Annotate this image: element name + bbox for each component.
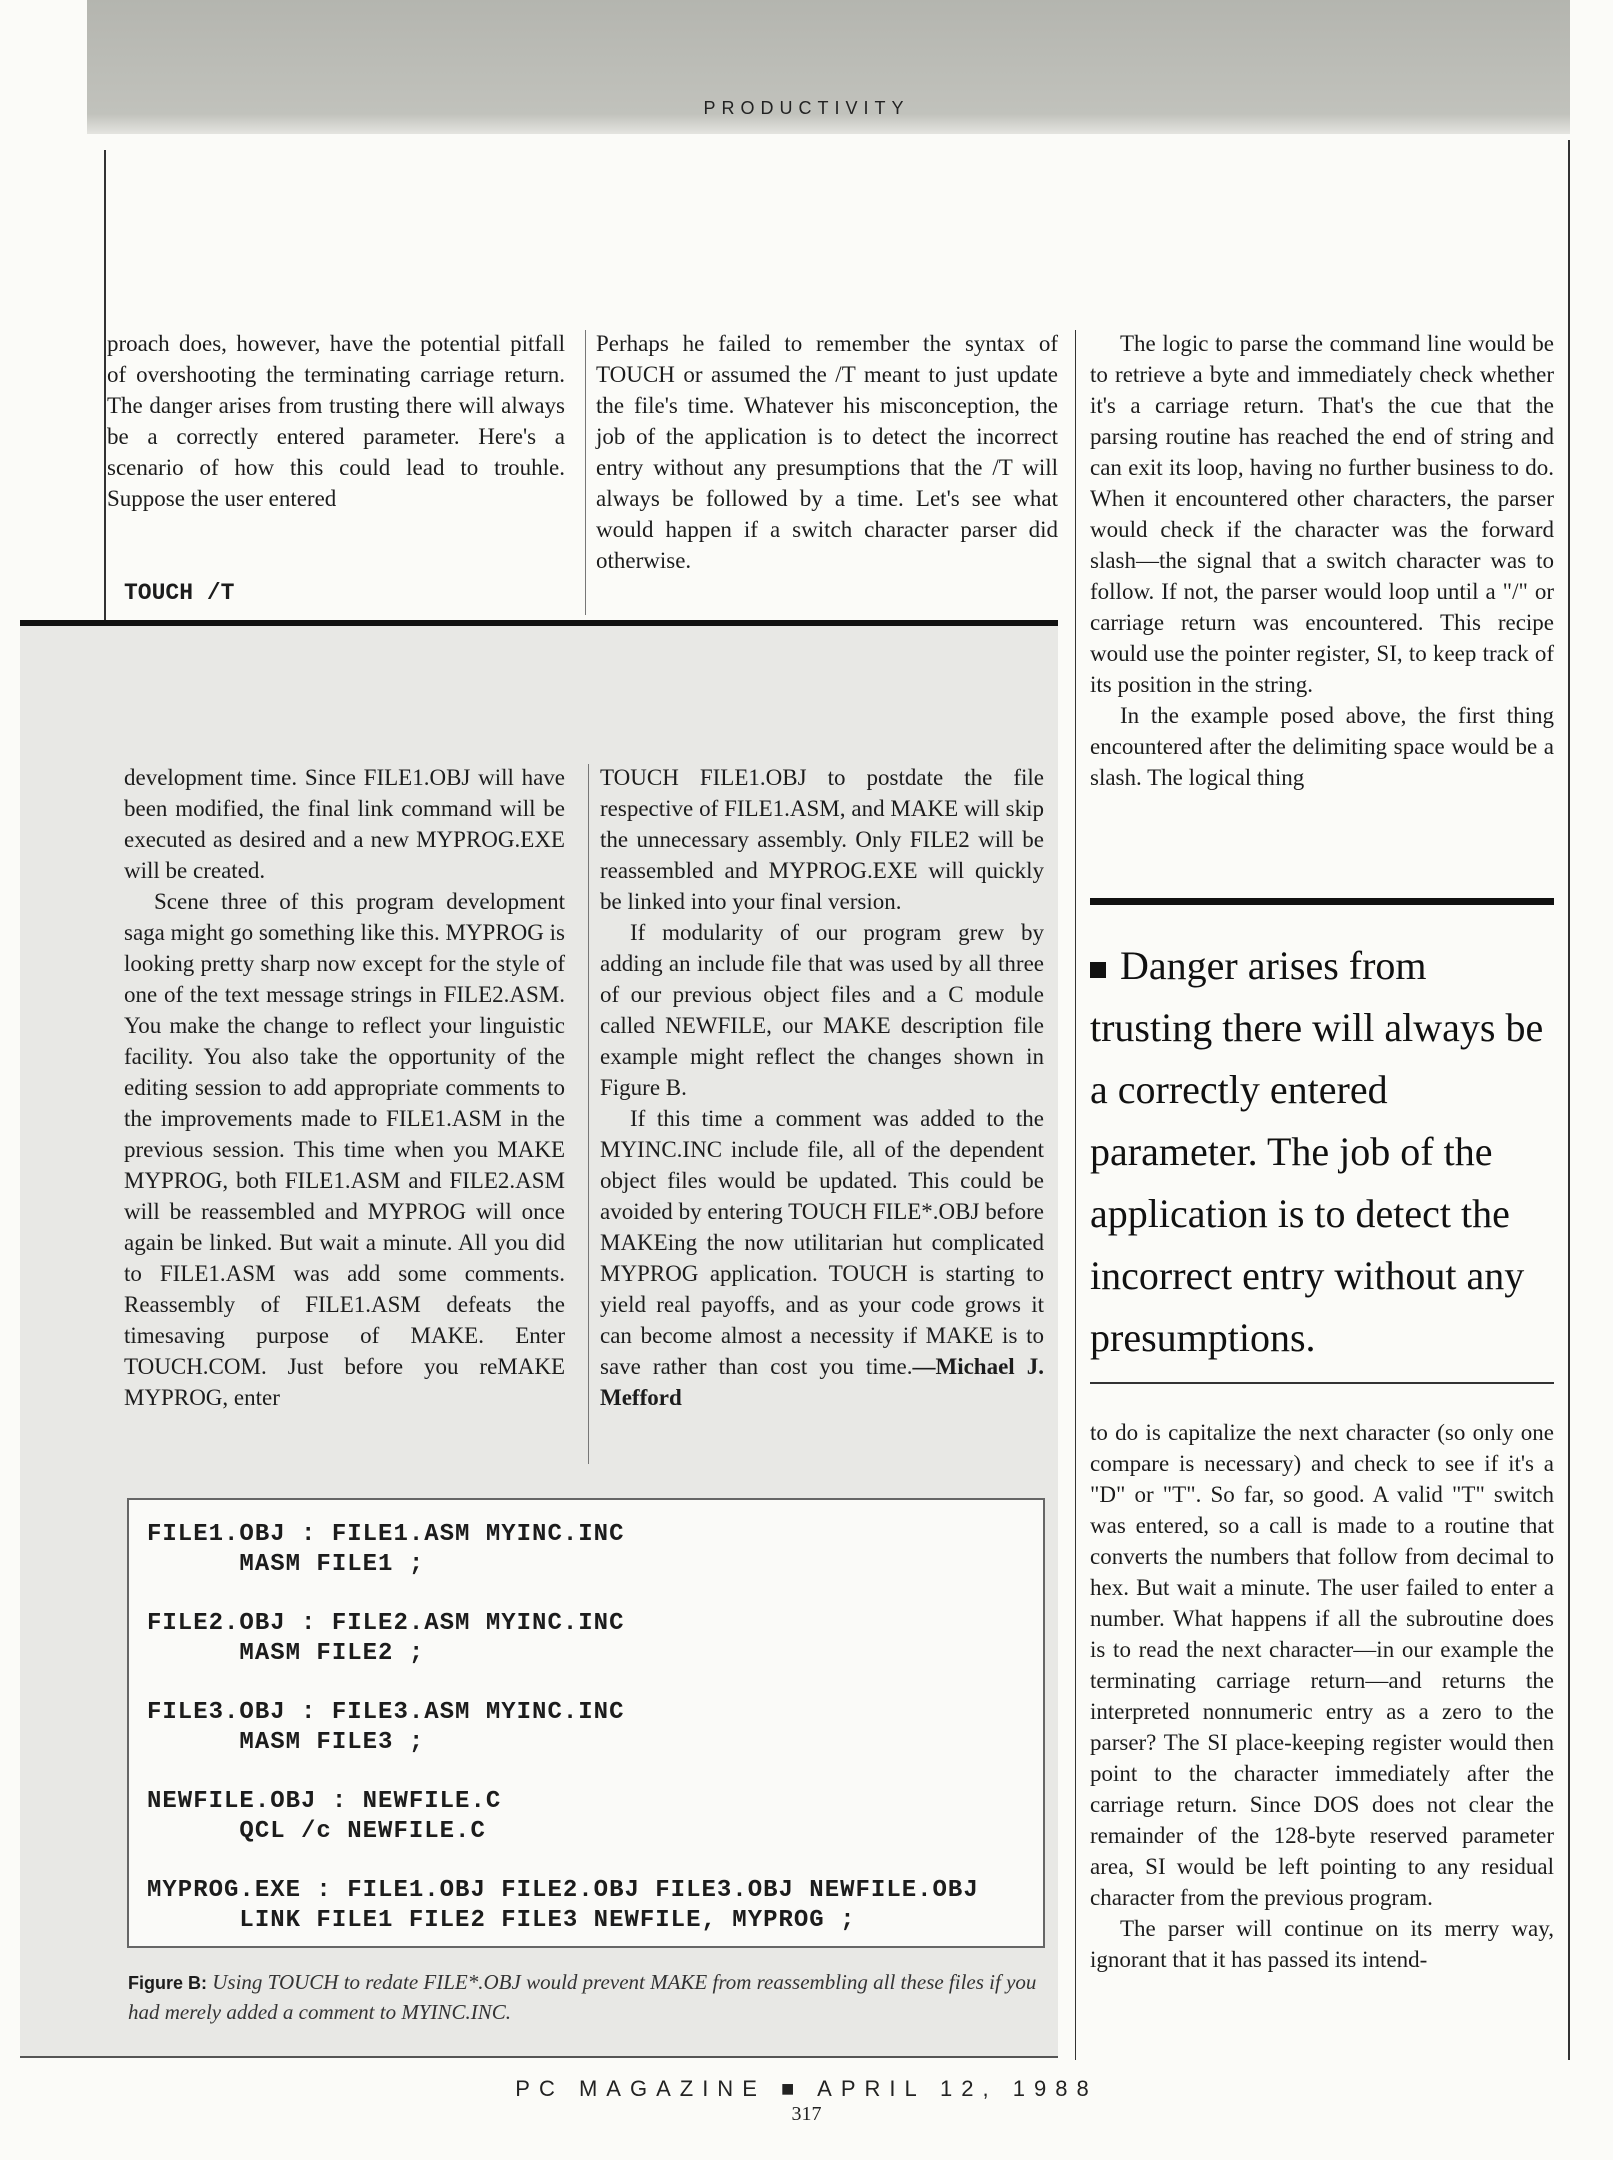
right-column-rule	[1075, 330, 1076, 2060]
paragraph: The logic to parse the command line would be to retrieve a byte and immediately check whether it's a carriage return. That's the cue that the parsing routine has reached the end of string and can exit its loop, having no further business to do. When it encountered other characters, the parser would check if the character was the forward slash—the signal that a switch character was to follow. If not, the parser would loop until a "/" or carriage return was encountered. This recipe would use the pointer register, SI, to keep track of its position in the string.	[1090, 331, 1554, 697]
paragraph: In the example posed above, the first thing encountered after the delimiting space would be a slash. The logical thing	[1090, 703, 1554, 790]
square-bullet-icon	[1090, 962, 1106, 978]
code-line: MYPROG.EXE : FILE1.OBJ FILE2.OBJ FILE3.OBJ NEWFILE.OBJ	[147, 1877, 979, 1905]
article-column-top-left	[107, 328, 565, 514]
footer-magazine-date: PC MAGAZINE ■ APRIL 12, 1988	[515, 2076, 1098, 2101]
pull-quote-text: Danger arises from trusting there will always be a correctly entered parameter. The job of the application is to detect the incorrect entry without any presumptions.	[1090, 943, 1544, 1360]
code-line: FILE1.OBJ : FILE1.ASM MYINC.INC	[147, 1521, 625, 1548]
article-column-right-bottom	[1090, 1417, 1554, 1975]
byline: —Michael J. Mefford	[600, 1354, 1044, 1410]
left-frame-rule	[104, 150, 106, 620]
article-column-top-middle	[596, 328, 1058, 576]
code-line: MASM FILE2 ;	[147, 1639, 425, 1667]
right-frame-rule	[1568, 140, 1570, 2060]
figure-caption	[128, 1968, 1048, 2027]
paragraph: to do is capitalize the next character (so only one compare is necessary) and check to see if it's a "D" or "T". So far, so good. A valid "T" switch was entered, so a call is made to a routine that converts the numbers that follow from decimal to hex. But wait a minute. The user failed to enter a number. What happens if all the subroutine does is to read the next character—in our example the terminating carriage return—and returns the interpreted nonnumeric entry as a zero to the parser? The SI place-keeping register would then point to the character immediately after the carriage return. Since DOS does not clear the remainder of the 128-byte reserved parameter area, SI would be left pointing to any residual character from the previous program.	[1090, 1420, 1554, 1910]
code-snippet: TOUCH /T	[124, 580, 235, 606]
column-divider-top	[585, 330, 586, 615]
code-line: MASM FILE3 ;	[147, 1728, 425, 1756]
paragraph	[600, 1103, 1044, 1413]
code-line: FILE3.OBJ : FILE3.ASM MYINC.INC	[147, 1699, 625, 1727]
sidebar-column-divider	[588, 764, 589, 1464]
code-line: LINK FILE1 FILE2 FILE3 NEWFILE, MYPROG ;	[147, 1906, 856, 1934]
code-line: NEWFILE.OBJ : NEWFILE.C	[147, 1788, 502, 1816]
paragraph: proach does, however, have the potential pitfall of overshooting the terminating carriage return. The danger arises from trusting there will always be a correctly entered parameter. Here's a scenario of how this could lead to trouhle. Suppose the user entered	[107, 331, 565, 511]
pull-quote	[1090, 898, 1554, 1384]
code-line: QCL /c NEWFILE.C	[147, 1817, 486, 1845]
article-column-right-top	[1090, 328, 1554, 793]
section-label: PRODUCTIVITY	[703, 98, 910, 118]
paragraph: Scene three of this program development saga might go something like this. MYPROG is looking pretty sharp now except for the style of one of the text message strings in FILE2.ASM. You make the change to reflect your linguistic facility. You also take the opportunity of the editing session to add appropriate comments to the improvements made to FILE1.ASM in the previous session. This time when you MAKE MYPROG, both FILE1.ASM and FILE2.ASM will be reassembled and MYPROG will once again be linked. But wait a minute. All you did to FILE1.ASM was add some comments. Reassembly of FILE1.ASM defeats the timesaving purpose of MAKE. Enter TOUCH.COM. Just before you reMAKE MYPROG, enter	[124, 889, 565, 1410]
paragraph: If modularity of our program grew by adding an include file that was used by all three of our previous object files and a C module called NEWFILE, our MAKE description file example might reflect the changes shown in Figure B.	[600, 920, 1044, 1100]
paragraph: Perhaps he failed to remember the syntax of TOUCH or assumed the /T meant to just update the file's time. Whatever his misconception, the job of the application is to detect the incorrect entry without any presumptions that the /T will always be followed by a time. Let's see what would happen if a switch character parser did otherwise.	[596, 331, 1058, 573]
figure-b-code-listing	[127, 1498, 1045, 1948]
paragraph: TOUCH FILE1.OBJ to postdate the file respective of FILE1.ASM, and MAKE will skip the unnecessary assembly. Only FILE2 will be reassembled and MYPROG.EXE will quickly be linked into your final version.	[600, 765, 1044, 914]
code-line	[147, 1579, 1043, 1609]
page-number: 317	[791, 2103, 822, 2125]
caption-label: Figure B:	[128, 1973, 207, 1993]
code-line	[147, 1758, 1043, 1788]
code-line: FILE2.OBJ : FILE2.ASM MYINC.INC	[147, 1610, 625, 1638]
code-line: MASM FILE1 ;	[147, 1550, 425, 1578]
sidebar-column-2	[600, 762, 1044, 1413]
code-line	[147, 1847, 1043, 1877]
paragraph-text: If this time a comment was added to the MYINC.INC include file, all of the dependent object files would be updated. This could be avoided by entering TOUCH FILE*.OBJ before MAKEing the now utilitarian hut complicated MYPROG application. TOUCH is starting to yield real payoffs, and as your code grows it can become almost a necessity if MAKE is to save rather than cost you time.	[600, 1106, 1044, 1379]
paragraph: development time. Since FILE1.OBJ will have been modified, the final link command will be executed as desired and a new MYPROG.EXE will be created.	[124, 765, 565, 883]
caption-text: Using TOUCH to redate FILE*.OBJ would prevent MAKE from reassembling all these files if you had merely added a comment to MYINC.INC.	[128, 1970, 1037, 2024]
paragraph: The parser will continue on its merry way, ignorant that it has passed its intend-	[1090, 1916, 1554, 1972]
code-line	[147, 1668, 1043, 1698]
sidebar-column-1	[124, 762, 565, 1413]
